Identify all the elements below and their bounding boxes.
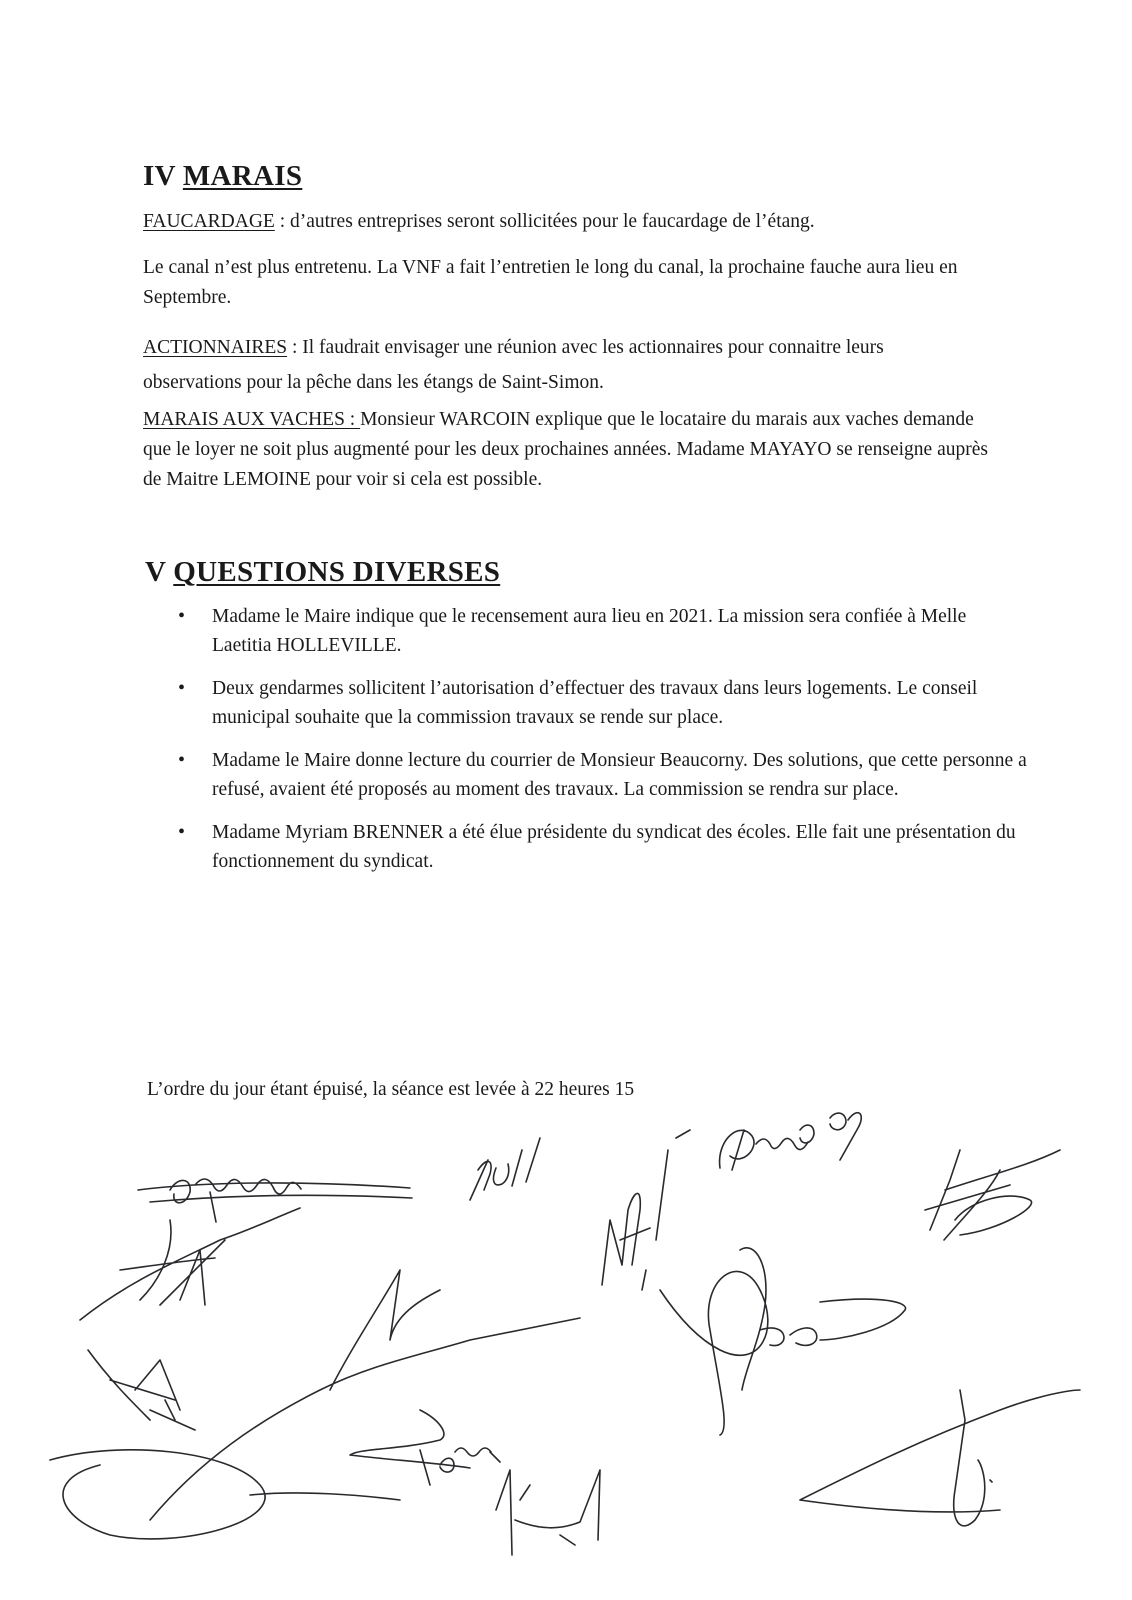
- section-v-prefix: V: [145, 556, 174, 588]
- signature: [150, 1270, 580, 1520]
- signature: [602, 1130, 690, 1290]
- actionnaires-text: : Il faudrait envisager une réunion avec les actionnaires pour connaitre leurs observations pour la pêche dans les étangs de Saint-Simon.: [143, 337, 884, 393]
- marais-aux-vaches-label: MARAIS AUX VACHES :: [143, 409, 361, 430]
- signature: [50, 1450, 400, 1539]
- closing-statement: L’ordre du jour étant épuisé, la séance est levée à 22 heures 15: [147, 1079, 635, 1100]
- bullet-icon: •: [178, 749, 186, 771]
- bullet-icon: •: [178, 677, 186, 699]
- faucardage-label: FAUCARDAGE: [143, 211, 275, 232]
- bullet-icon: •: [178, 605, 186, 627]
- signature: [138, 1179, 412, 1222]
- section-iv-heading: [143, 160, 302, 193]
- actionnaires-paragraph: [143, 330, 943, 400]
- list-item-text: Deux gendarmes sollicitent l’autorisation d’effectuer des travaux dans leurs logements. Le conseil municipal souhaite que la commission travaux se rende sur place.: [212, 678, 978, 728]
- canal-paragraph: Le canal n’est plus entretenu. La VNF a fait l’entretien le long du canal, la prochaine fauche aura lieu en Septembre.: [143, 257, 958, 308]
- faucardage-paragraph: [143, 207, 1013, 237]
- list-item-text: Madame le Maire donne lecture du courrier de Monsieur Beaucorny. Des solutions, que cette personne a refusé, avaient été proposés au moment des travaux. La commission se rendra sur place.: [212, 750, 1027, 800]
- questions-diverses-list: [178, 602, 1028, 890]
- signature: [350, 1410, 500, 1485]
- list-item: [178, 746, 1028, 804]
- signature: [496, 1470, 600, 1555]
- list-item-text: Madame Myriam BRENNER a été élue présidente du syndicat des écoles. Elle fait une présentation du fonctionnement du syndicat.: [212, 822, 1016, 872]
- list-item: [178, 818, 1028, 876]
- signature: [88, 1350, 195, 1430]
- signature: [800, 1390, 1080, 1526]
- list-item: [178, 674, 1028, 732]
- section-iv-title: MARAIS: [182, 160, 303, 192]
- bullet-icon: •: [178, 821, 186, 843]
- signature: [80, 1208, 300, 1320]
- signature: [925, 1150, 1060, 1240]
- marais-aux-vaches-paragraph: [143, 405, 988, 495]
- faucardage-text: : d’autres entreprises seront sollicitées pour le faucardage de l’étang.: [274, 211, 815, 232]
- section-v-heading: [145, 556, 500, 589]
- section-iv-prefix: IV: [143, 160, 183, 192]
- marais-aux-vaches-text: Monsieur WARCOIN explique que le locataire du marais aux vaches demande que le loyer ne soit plus augmenté pour les deux prochaines années. Madame MAYAYO se renseigne auprès de Maitre LEMOINE pour voir si cela est possible.: [143, 409, 988, 490]
- actionnaires-label: ACTIONNAIRES: [143, 337, 288, 358]
- section-v-title: QUESTIONS DIVERSES: [173, 556, 501, 588]
- signature: [470, 1138, 540, 1200]
- signature: [720, 1113, 862, 1170]
- signatures-block: [0, 1090, 1132, 1600]
- signature: [660, 1248, 906, 1435]
- list-item: [178, 602, 1028, 660]
- list-item-text: Madame le Maire indique que le recensement aura lieu en 2021. La mission sera confiée à Melle Laetitia HOLLEVILLE.: [212, 606, 967, 656]
